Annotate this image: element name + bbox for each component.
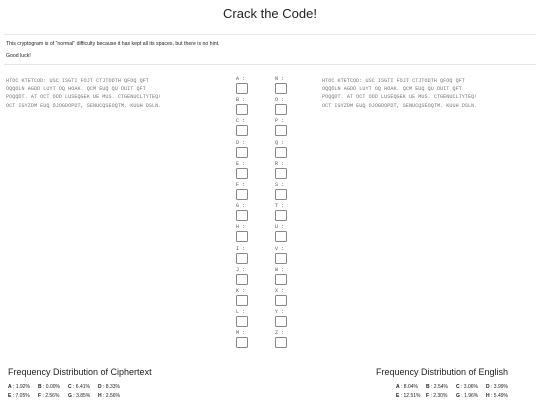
key-input[interactable] [275,210,287,221]
frequency-value: 1.96% [464,393,479,399]
frequency-letter: C [68,384,72,390]
key-separator: : [242,118,246,125]
frequency-letter: G [68,393,72,399]
key-letter: U [275,224,279,231]
key-input[interactable] [275,253,287,264]
frequency-value: 3.99% [493,384,508,390]
key-letter-label [236,97,245,103]
frequency-cell: B : 2.54% [426,384,448,390]
frequency-letter: H [486,393,490,399]
ciphertext-line: OCT IGYZDM EUQ OJOGDOPDT, SENUCQSEOQTM. KUUH DSLN. [6,102,162,109]
key-cell [236,330,266,351]
key-cell [275,267,305,288]
key-letter-label [275,224,284,230]
key-cell [236,161,266,182]
title-divider [4,34,536,35]
frequency-cell: E : 7.05% [8,393,30,399]
key-input[interactable] [236,104,248,115]
frequency-letter: A [8,384,12,390]
key-letter-label [236,246,245,252]
key-letter: H [236,224,240,231]
key-separator: : [242,330,246,337]
key-letter: C [236,118,240,125]
key-input[interactable] [275,231,287,242]
frequency-cell: A : 1.92% [8,384,30,390]
key-separator: : [281,118,285,125]
key-letter: V [275,245,279,252]
frequency-row [396,392,516,401]
frequency-value: 8.04% [403,384,418,390]
frequency-row [8,383,128,392]
frequency-letter: F [38,393,42,399]
solution-panel [322,77,512,110]
frequency-cell: G : 1.96% [456,393,479,399]
key-separator: : [242,224,246,231]
frequency-cell: A : 8.04% [396,384,418,390]
key-cell [275,182,305,203]
key-letter: A [236,76,240,82]
frequency-cell: F : 2.56% [38,393,60,399]
key-cell [275,246,305,267]
key-input[interactable] [275,168,287,179]
key-cell [275,288,305,309]
solution-line: OQQOLN AGDD LUYT OQ HOAK. QCM EUQ QU DUIT QFT [322,86,462,93]
key-cell [236,224,266,245]
key-input[interactable] [275,104,287,115]
key-letter-label [275,309,284,315]
key-letter: J [236,266,240,273]
key-letter-label [236,76,245,82]
key-letter-label [275,288,284,294]
solution-line: POQQDT. AT OCT ODD LUSEQGEK UE MUS. CTGENUCLTYTEQ! [322,94,478,101]
frequency-cell: B : 0.00% [38,384,60,390]
frequency-value: 2.54% [433,384,448,390]
key-input[interactable] [275,83,287,94]
key-letter: E [236,160,240,167]
frequency-letter: E [8,393,12,399]
key-letter-label [275,203,284,209]
frequency-row [8,392,128,401]
key-letter: Y [275,309,279,316]
key-separator: : [281,139,285,146]
frequency-letter: B [38,384,42,390]
key-separator: : [281,97,285,104]
key-input[interactable] [236,295,248,306]
frequency-cell: D : 3.99% [486,384,508,390]
key-separator: : [281,76,285,82]
key-separator: : [242,266,246,273]
frequency-cell: C : 3.06% [456,384,478,390]
key-letter-label [236,288,245,294]
key-letter-label [275,330,284,336]
english-frequency-title: Frequency Distribution of English [376,367,509,377]
key-cell [275,76,305,97]
key-cell [236,203,266,224]
key-letter: D [236,139,240,146]
key-input[interactable] [236,189,248,200]
ciphertext-line: HTOC KTETCOD: USC ISGTI FOJT CTJTODTH QFOQ QFT [6,78,149,84]
key-letter: R [275,160,279,167]
key-letter: Z [275,330,279,337]
solution-line: HTOC KTETCOD: USC ISGTI FOJT CTJTODTH QFOQ QFT [322,78,465,84]
key-letter-label [236,203,245,209]
frequency-row [396,383,516,392]
ciphertext-panel [6,77,196,110]
key-separator: : [281,330,285,337]
key-input[interactable] [275,147,287,158]
key-input[interactable] [236,337,248,348]
key-letter: P [275,118,279,125]
key-input[interactable] [236,316,248,327]
frequency-letter: G [456,393,460,399]
key-letter-label [275,161,284,167]
key-separator: : [242,203,246,210]
key-cell [275,118,305,139]
key-separator: : [242,287,246,294]
key-cell [236,140,266,161]
key-separator: : [242,309,246,316]
frequency-cell: G : 3.85% [68,393,91,399]
key-letter: M [236,330,240,337]
frequency-value: 0.00% [45,384,60,390]
key-input[interactable] [236,231,248,242]
key-separator: : [281,266,285,273]
key-separator: : [242,97,246,104]
key-separator: : [281,245,285,252]
key-input[interactable] [275,337,287,348]
key-separator: : [281,287,285,294]
key-letter-label [275,140,284,146]
key-cell [236,97,266,118]
key-letter-label [236,309,245,315]
cipher-frequency-table [8,383,128,401]
key-separator: : [242,181,246,188]
frequency-letter: D [98,384,102,390]
key-cell [275,97,305,118]
key-letter: X [275,287,279,294]
key-input[interactable] [236,210,248,221]
key-separator: : [281,224,285,231]
key-input[interactable] [275,274,287,285]
key-letter: T [275,203,279,210]
key-input[interactable] [236,147,248,158]
english-frequency-table [396,383,516,401]
key-letter-label [236,161,245,167]
key-cell [275,140,305,161]
solution-line: OCT IGYZDM EUQ OJOGDOPDT, SENUCQSEOQTM. KUUH DSLN. [322,102,478,109]
key-letter: K [236,287,240,294]
key-cell [275,203,305,224]
key-letter-label [275,76,284,82]
key-input[interactable] [275,189,287,200]
good-luck-text: Good luck! [6,53,31,59]
key-letter: B [236,97,240,104]
frequency-value: 2.56% [45,393,60,399]
key-letter: O [275,97,279,104]
ciphertext-line: OQQOLN AGDD LUYT OQ HOAK. QCM EUQ QU DUIT QFT [6,86,146,93]
key-letter-label [236,140,245,146]
frequency-cell: F : 2.30% [426,393,448,399]
key-cell [275,224,305,245]
frequency-letter: H [98,393,102,399]
key-letter-label [275,118,284,124]
key-letter-label [236,224,245,230]
frequency-cell: H : 2.56% [98,393,120,399]
frequency-cell: E : 12.51% [396,393,421,399]
key-input[interactable] [236,168,248,179]
key-letter: W [275,266,279,273]
key-letter: S [275,181,279,188]
cipher-frequency-title: Frequency Distribution of Ciphertext [8,367,152,377]
frequency-value: 1.92% [15,384,30,390]
key-separator: : [242,245,246,252]
key-cell [236,182,266,203]
key-cell [236,267,266,288]
key-letter-label [275,267,284,273]
key-letter: G [236,203,240,210]
frequency-letter: D [486,384,490,390]
frequency-value: 3.85% [76,393,91,399]
key-letter-label [236,330,245,336]
key-separator: : [242,139,246,146]
frequency-value: 3.06% [463,384,478,390]
key-separator: : [242,76,246,82]
frequency-cell: C : 6.41% [68,384,90,390]
key-letter: N [275,76,279,82]
frequency-value: 2.56% [105,393,120,399]
intro-divider [4,64,536,65]
frequency-value: 5.49% [493,393,508,399]
key-letter: L [236,309,240,316]
frequency-cell: H : 5.49% [486,393,508,399]
key-input[interactable] [275,316,287,327]
key-separator: : [281,160,285,167]
key-input[interactable] [275,125,287,136]
frequency-letter: C [456,384,460,390]
frequency-value: 7.05% [15,393,30,399]
key-column-right [275,76,305,351]
key-input[interactable] [236,274,248,285]
key-cell [236,246,266,267]
frequency-value: 2.30% [433,393,448,399]
key-letter: I [236,245,240,252]
key-cell [275,330,305,351]
frequency-value: 12.51% [403,393,421,399]
key-cell [236,118,266,139]
key-separator: : [242,160,246,167]
key-cell [236,76,266,97]
key-letter-label [275,97,284,103]
key-letter-label [236,118,245,124]
key-letter-label [236,267,245,273]
frequency-letter: B [426,384,430,390]
key-letter: F [236,181,240,188]
key-input[interactable] [236,253,248,264]
page-title: Crack the Code! [223,6,317,21]
frequency-letter: E [396,393,400,399]
key-cell [236,309,266,330]
frequency-value: 6.41% [75,384,90,390]
key-cell [236,288,266,309]
key-input[interactable] [236,125,248,136]
key-cell [275,309,305,330]
key-separator: : [281,181,285,188]
key-letter-label [236,182,245,188]
key-column-left [236,76,266,351]
key-cell [275,161,305,182]
key-input[interactable] [236,83,248,94]
frequency-letter: F [426,393,430,399]
key-letter-label [275,246,284,252]
ciphertext-line: POQQDT. AT OCT ODD LUSEQGEK UE MUS. CTGENUCLTYTEQ! [6,94,162,101]
frequency-value: 8.33% [105,384,120,390]
key-letter-label [275,182,284,188]
frequency-letter: A [396,384,400,390]
key-separator: : [281,203,285,210]
frequency-cell: D : 8.33% [98,384,120,390]
key-letter: Q [275,139,279,146]
key-input[interactable] [275,295,287,306]
intro-text: This cryptogram is of "normal" difficulty because it has kept all its spaces, but there is no hint. [6,41,220,47]
key-separator: : [281,309,285,316]
